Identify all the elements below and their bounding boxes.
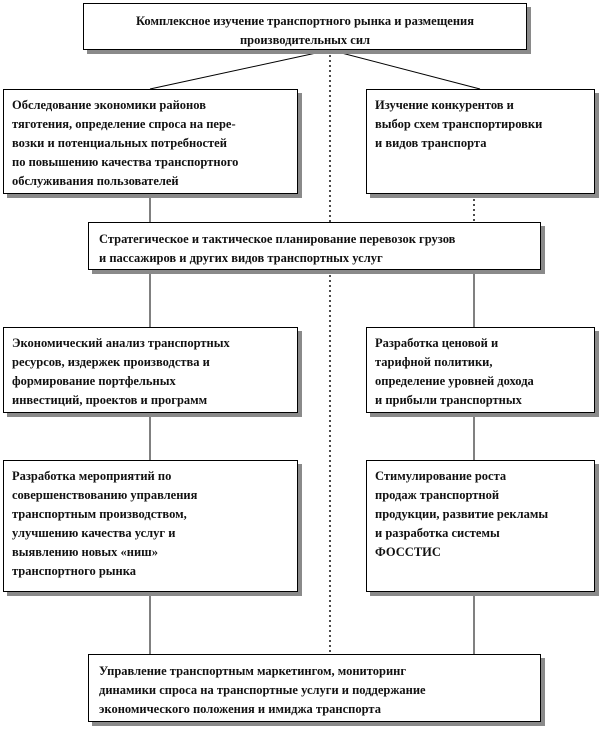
connector-top-to-left xyxy=(150,50,330,89)
box-marketing-management: Управление транспортным маркетингом, мониторинг динамики спроса на транспортные услуги и поддержание экономического положения и имиджа транспорта xyxy=(88,654,541,722)
box-pricing-policy: Разработка ценовой и тарифной политики, определение уровней дохода и прибыли транспортных xyxy=(366,327,595,413)
box-strategic-planning: Стратегическое и тактическое планирование перевозок грузов и пассажиров и других видов транспортных услуг xyxy=(88,222,541,270)
box-demand-survey: Обследование экономики районов тяготения, определение спроса на пере- возки и потенциальных потребностей по повышению качества транспортного обслуживания пользователей xyxy=(3,89,298,194)
connector-top-to-right xyxy=(330,50,480,89)
box-economic-analysis: Экономический анализ транспортных ресурсов, издержек производства и формирование портфельных инвестиций, проектов и программ xyxy=(3,327,298,413)
box-competitor-study: Изучение конкурентов и выбор схем транспортировки и видов транспорта xyxy=(366,89,595,194)
box-comprehensive-market-study: Комплексное изучение транспортного рынка и размещения производительных сил xyxy=(83,3,527,50)
box-management-improvement: Разработка мероприятий по совершенствованию управления транспортным производством, улучшению качества услуг и выявлению новых «ниш» транспортного рынка xyxy=(3,460,298,592)
box-sales-stimulation: Стимулирование роста продаж транспортной продукции, развитие рекламы и разработка системы ФОССТИС xyxy=(366,460,595,592)
